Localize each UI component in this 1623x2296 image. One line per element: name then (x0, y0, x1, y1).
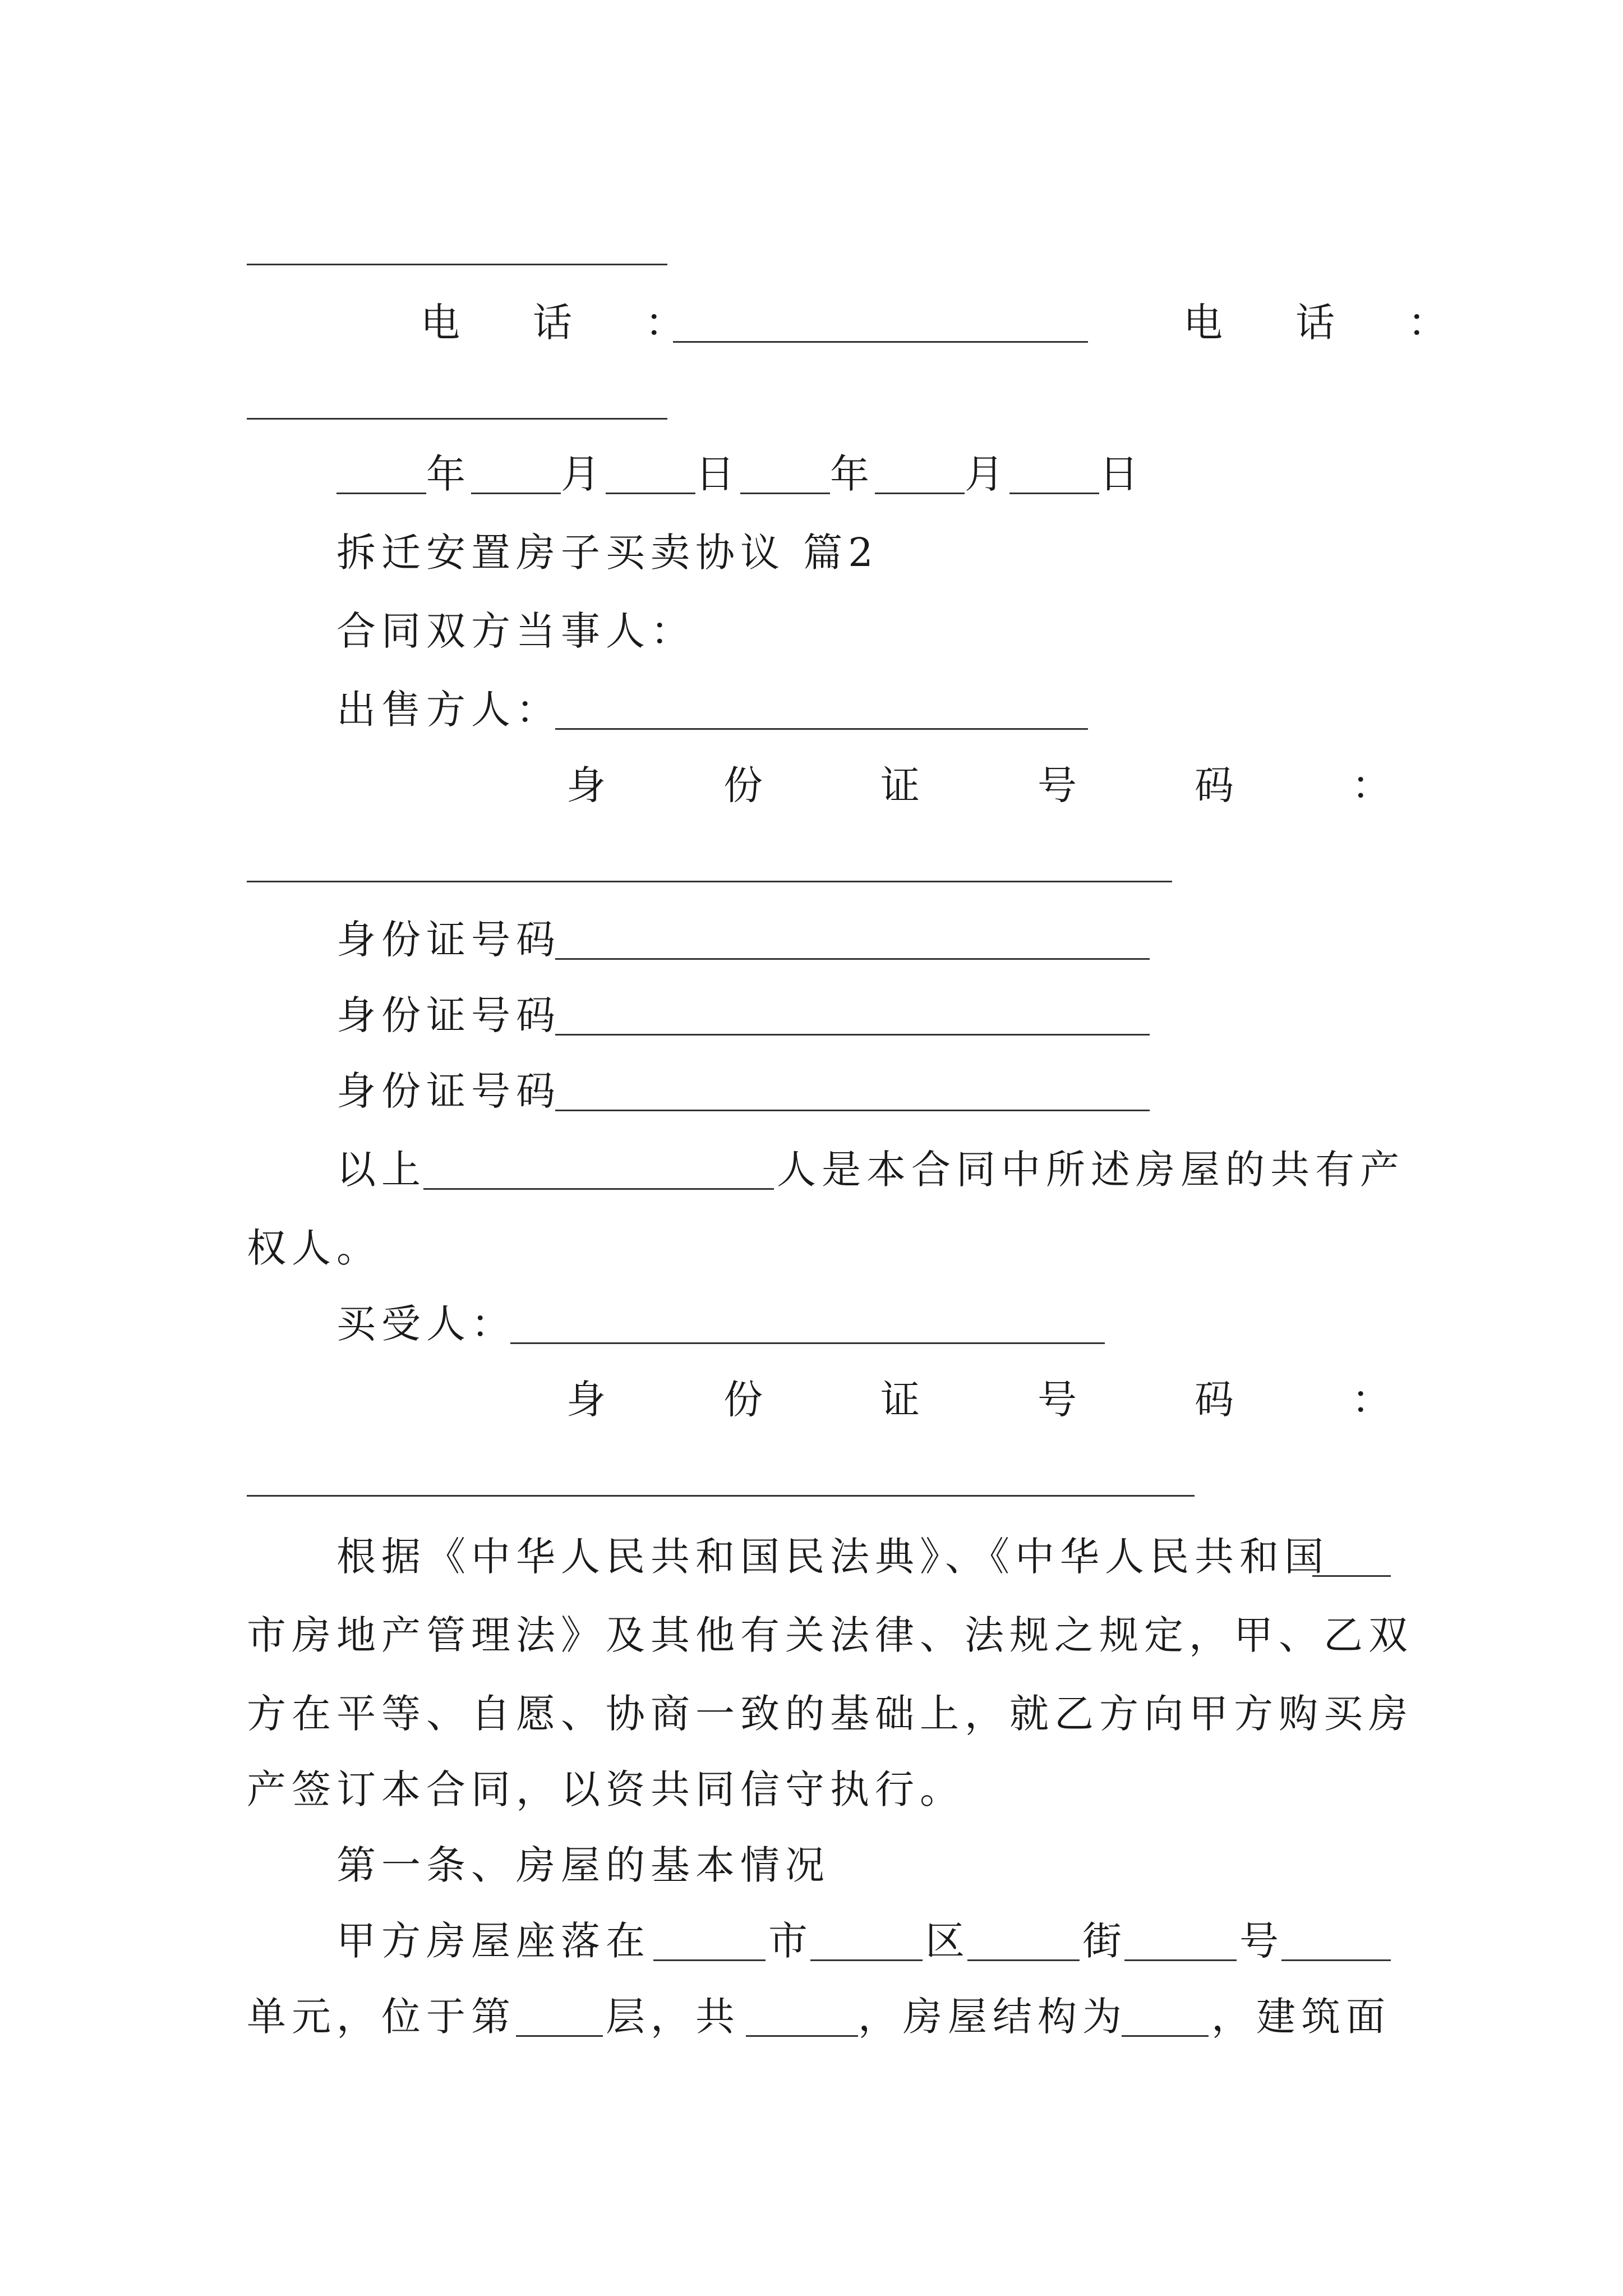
street-label: 街 (1082, 1918, 1122, 1964)
blank-total-floors[interactable] (746, 2035, 858, 2037)
id-char: 号 (1038, 1377, 1077, 1423)
id-char: 份 (723, 1377, 763, 1423)
id-char: ： (1352, 1377, 1391, 1423)
legal-basis-line-4: 产签订本合同，以资共同信守执行。 (247, 1766, 965, 1812)
article-1-title: 第一条、房屋的基本情况 (336, 1842, 830, 1888)
blank-day-2[interactable] (1009, 493, 1099, 494)
blank-city[interactable] (653, 1959, 766, 1961)
id-char: 码 (1195, 1377, 1234, 1423)
id-char: 份 (723, 762, 763, 808)
day-label-1: 日 (695, 451, 735, 497)
blank-structure[interactable] (1122, 2035, 1209, 2037)
area-label: ，建筑面 (1211, 1994, 1391, 2040)
month-label-2: 月 (965, 451, 1004, 497)
parties-heading: 合同双方当事人： (336, 608, 695, 654)
blank-year-1[interactable] (336, 493, 426, 494)
co-owner-prefix: 以上 (336, 1147, 426, 1193)
phone-blank-1[interactable] (673, 341, 1088, 343)
buyer-id-blank[interactable] (247, 1495, 1195, 1497)
blank-district[interactable] (810, 1959, 923, 1961)
legal-basis-line-3: 方在平等、自愿、协商一致的基础上，就乙方向甲方购买房 (247, 1691, 1413, 1737)
phone-label-2: 电 话 ： (1183, 300, 1464, 346)
month-label-1: 月 (561, 451, 600, 497)
legal-basis-line-2: 市房地产管理法》及其他有关法律、法规之规定，甲、乙双 (247, 1612, 1413, 1658)
district-label: 区 (925, 1918, 965, 1964)
buyer-label: 买受人： (336, 1301, 516, 1347)
co-owner-blank[interactable] (423, 1188, 774, 1190)
blank-floor[interactable] (516, 2035, 603, 2037)
id-number-label-1: 身份证号码 (336, 917, 561, 963)
year-label-2: 年 (830, 451, 869, 497)
blank-month-2[interactable] (875, 493, 965, 494)
legal-basis-blank[interactable] (1312, 1575, 1391, 1577)
location-prefix: 甲方房屋座落在 (336, 1918, 651, 1964)
city-label: 市 (768, 1918, 808, 1964)
legal-basis-text-1: 根据《中华人民共和国民法典》、《中华人民共和国 (336, 1534, 1329, 1580)
id-number-label-3: 身份证号码 (336, 1068, 561, 1114)
blank-street[interactable] (967, 1959, 1080, 1961)
phone-blank-2[interactable] (247, 418, 667, 420)
number-label: 号 (1239, 1918, 1279, 1964)
blank-month-1[interactable] (471, 493, 561, 494)
id-char: 身 (566, 762, 606, 808)
unit-label: 单元，位于第 (247, 1994, 516, 2040)
id-number-label-2: 身份证号码 (336, 992, 561, 1038)
id-char: 证 (880, 762, 920, 808)
phone-label-1: 电 话 ： (421, 300, 701, 346)
id-number-blank-1[interactable] (555, 958, 1150, 960)
seller-id-blank[interactable] (247, 881, 1172, 882)
floor-label: 层，共 (606, 1994, 740, 2040)
blank-year-2[interactable] (740, 493, 830, 494)
seller-label: 出售方人： (336, 687, 561, 733)
id-char: 号 (1038, 762, 1077, 808)
day-label-2: 日 (1099, 451, 1138, 497)
co-owner-continuation: 权人。 (247, 1225, 381, 1271)
blank-unit[interactable] (1281, 1959, 1391, 1961)
seller-blank[interactable] (555, 728, 1088, 730)
blank-day-1[interactable] (606, 493, 695, 494)
co-owner-suffix: 人是本合同中所述房屋的共有产 (777, 1147, 1405, 1193)
buyer-blank[interactable] (510, 1342, 1105, 1344)
id-number-blank-2[interactable] (555, 1034, 1150, 1036)
id-number-blank-3[interactable] (555, 1110, 1150, 1111)
blank-number[interactable] (1124, 1959, 1237, 1961)
year-label-1: 年 (426, 451, 465, 497)
id-char: 证 (880, 1377, 920, 1423)
section-title: 拆迁安置房子买卖协议 篇2 (336, 530, 879, 576)
id-char: 码 (1195, 762, 1234, 808)
legal-basis-line-1 (336, 1534, 1329, 1580)
structure-label: ，房屋结构为 (858, 1994, 1127, 2040)
id-char: ： (1352, 762, 1391, 808)
blank-line (247, 264, 667, 265)
id-char: 身 (566, 1377, 606, 1423)
